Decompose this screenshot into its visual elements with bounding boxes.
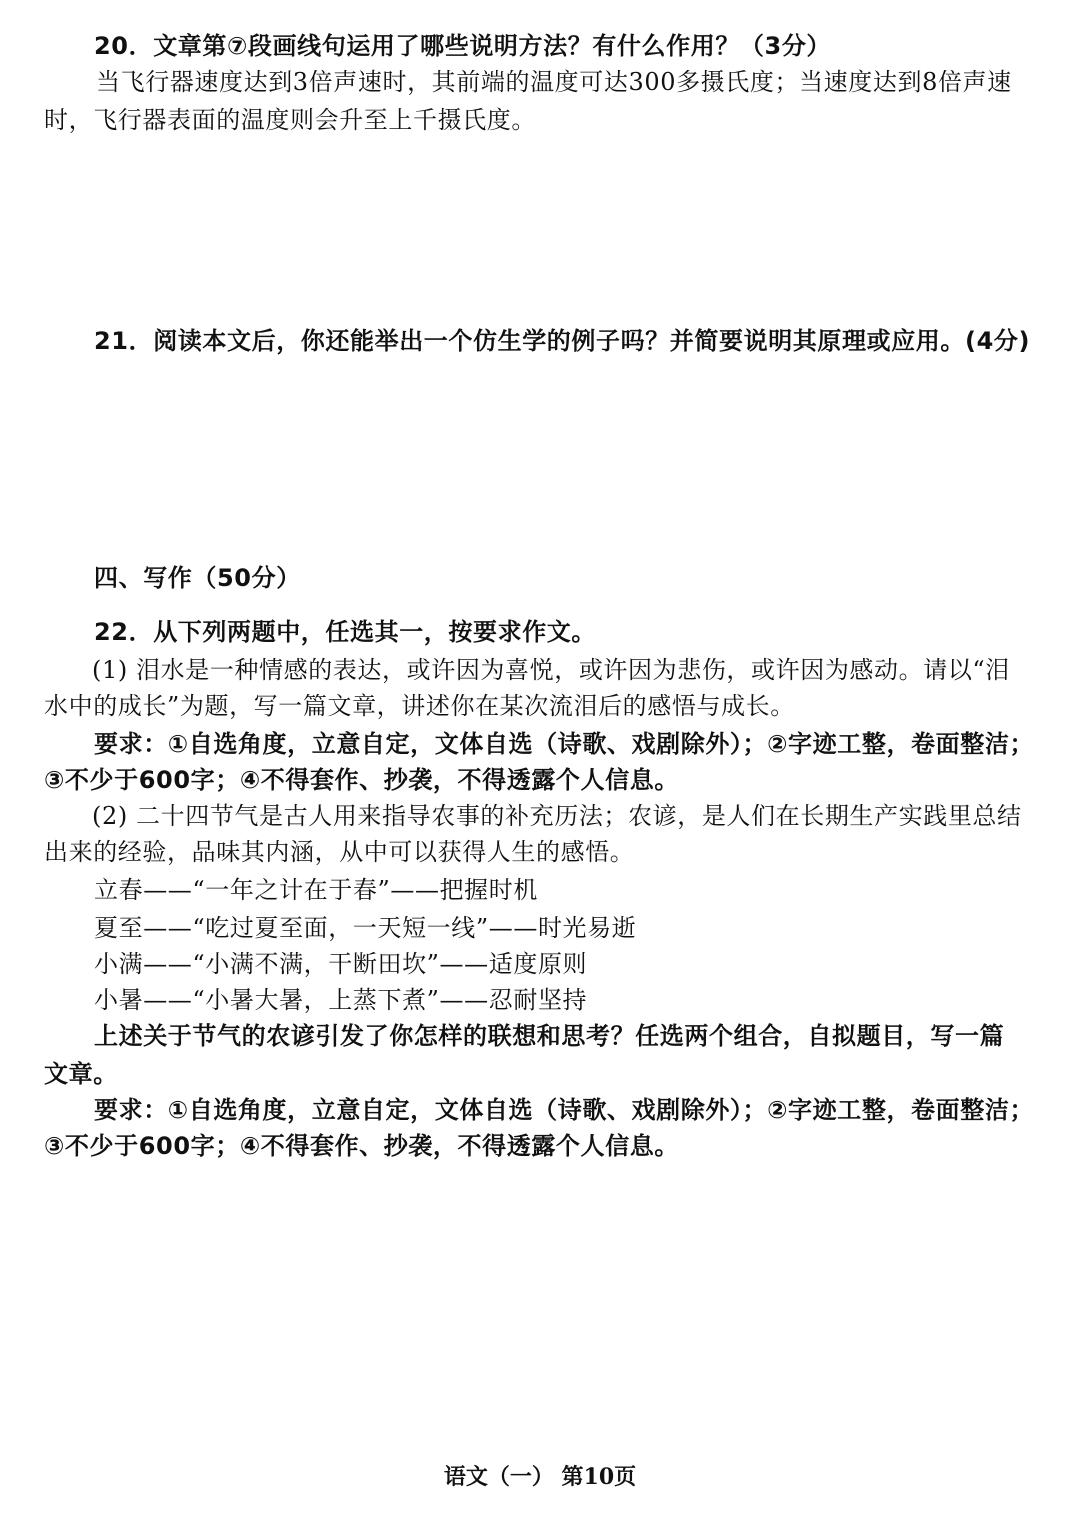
section-title-writing: 四、写作（50分） xyxy=(94,564,301,592)
question-22-intro: 22．从下列两题中，任选其一，按要求作文。 xyxy=(94,618,596,646)
proverb-item: 立春——“一年之计在于春”——把握时机 xyxy=(94,876,538,904)
page-footer: 语文（一） 第10页 xyxy=(443,1464,637,1490)
prompt-line-2: 文章。 xyxy=(44,1060,118,1088)
question-20-quote-line-2: 时，飞行器表面的温度则会升至上千摄氏度。 xyxy=(44,106,536,134)
question-21: 21．阅读本文后，你还能举出一个仿生学的例子吗？并简要说明其原理或应用。(4分) xyxy=(94,327,1031,355)
requirements-2-line-2: ③不少于600字；④不得套作、抄袭，不得透露个人信息。 xyxy=(44,1132,679,1160)
option-2-line-1: (2) 二十四节气是古人用来指导农事的补充历法；农谚，是人们在长期生产实践里总结 xyxy=(92,802,1022,830)
question-20-quote-line-1: 当飞行器速度达到3倍声速时，其前端的温度可达300多摄氏度；当速度达到8倍声速 xyxy=(96,68,1012,96)
option-1-line-2: 水中的成长”为题，写一篇文章，讲述你在某次流泪后的感悟与成长。 xyxy=(44,692,795,720)
option-1-line-1: (1) 泪水是一种情感的表达，或许因为喜悦，或许因为悲伤，或许因为感动。请以“泪 xyxy=(92,656,1010,684)
proverb-item: 小暑——“小暑大暑，上蒸下煮”——忍耐坚持 xyxy=(94,986,588,1014)
proverb-item: 小满——“小满不满，干断田坎”——适度原则 xyxy=(94,950,588,978)
question-20: 20．文章第⑦段画线句运用了哪些说明方法？有什么作用？（3分） xyxy=(94,32,832,60)
proverb-item: 夏至——“吃过夏至面，一天短一线”——时光易逝 xyxy=(94,914,637,942)
option-2-line-2: 出来的经验，品味其内涵，从中可以获得人生的感悟。 xyxy=(44,838,635,866)
prompt-line-1: 上述关于节气的农谚引发了你怎样的联想和思考？任选两个组合，自拟题目，写一篇 xyxy=(94,1022,1005,1050)
requirements-2-line-1: 要求：①自选角度，立意自定，文体自选（诗歌、戏剧除外）；②字迹工整，卷面整洁； xyxy=(94,1096,1035,1124)
requirements-1-line-1: 要求：①自选角度，立意自定，文体自选（诗歌、戏剧除外）；②字迹工整，卷面整洁； xyxy=(94,730,1035,758)
requirements-1-line-2: ③不少于600字；④不得套作、抄袭，不得透露个人信息。 xyxy=(44,766,679,794)
